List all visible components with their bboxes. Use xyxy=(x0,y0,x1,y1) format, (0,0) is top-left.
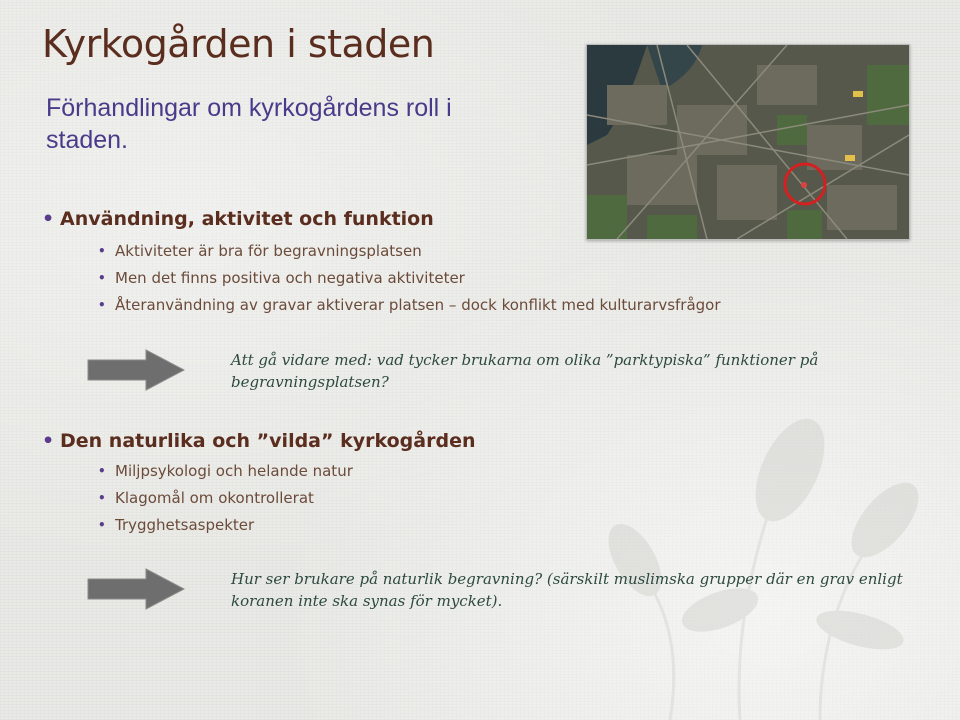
satellite-map-image xyxy=(586,44,910,240)
bullet-dot-icon: • xyxy=(42,208,55,230)
bullet-dot-icon: • xyxy=(98,271,106,285)
bullet-text: Aktiviteter är bra för begravningsplatsen xyxy=(115,242,422,260)
section1-bullet xyxy=(98,296,721,314)
plant-silhouette-decoration xyxy=(520,360,960,720)
slide-title: Kyrkogården i staden xyxy=(42,22,435,66)
section1-bullet xyxy=(98,242,422,260)
bullet-text: Miljpsykologi och helande natur xyxy=(115,462,353,480)
right-arrow-icon xyxy=(86,567,186,611)
section2-bullet xyxy=(98,489,314,507)
note-line: Att gå vidare med: vad tycker brukarna om olika ”parktypiska” funktioner på xyxy=(231,351,819,369)
bullet-text: Men det finns positiva och negativa aktiviteter xyxy=(115,269,465,287)
bullet-text: Trygghetsaspekter xyxy=(115,516,255,534)
section2-bullet xyxy=(98,462,353,480)
right-arrow-icon xyxy=(86,348,186,392)
section2-bullet xyxy=(98,516,255,534)
section1-heading xyxy=(42,208,434,230)
bullet-dot-icon: • xyxy=(42,430,55,452)
section2-note xyxy=(231,568,903,612)
section1-heading-text: Användning, aktivitet och funktion xyxy=(60,208,434,230)
bullet-dot-icon: • xyxy=(98,491,106,505)
bullet-dot-icon: • xyxy=(98,298,106,312)
section1-bullet xyxy=(98,269,465,287)
bullet-dot-icon: • xyxy=(98,464,106,478)
section1-note xyxy=(231,349,818,393)
note-line: Hur ser brukare på naturlik begravning? (särskilt muslimska grupper där en grav enligt xyxy=(231,570,903,588)
section2-heading xyxy=(42,430,476,452)
bullet-dot-icon: • xyxy=(98,244,106,258)
bullet-dot-icon: • xyxy=(98,518,106,532)
bullet-text: Återanvändning av gravar aktiverar platsen – dock konflikt med kulturarvsfrågor xyxy=(115,296,721,314)
note-line: koranen inte ska synas för mycket). xyxy=(231,592,503,610)
slide-subtitle: Förhandlingar om kyrkogårdens roll i staden. xyxy=(46,94,452,154)
note-line: begravningsplatsen? xyxy=(231,373,389,391)
bullet-text: Klagomål om okontrollerat xyxy=(115,489,314,507)
section2-heading-text: Den naturlika och ”vilda” kyrkogården xyxy=(60,430,476,452)
